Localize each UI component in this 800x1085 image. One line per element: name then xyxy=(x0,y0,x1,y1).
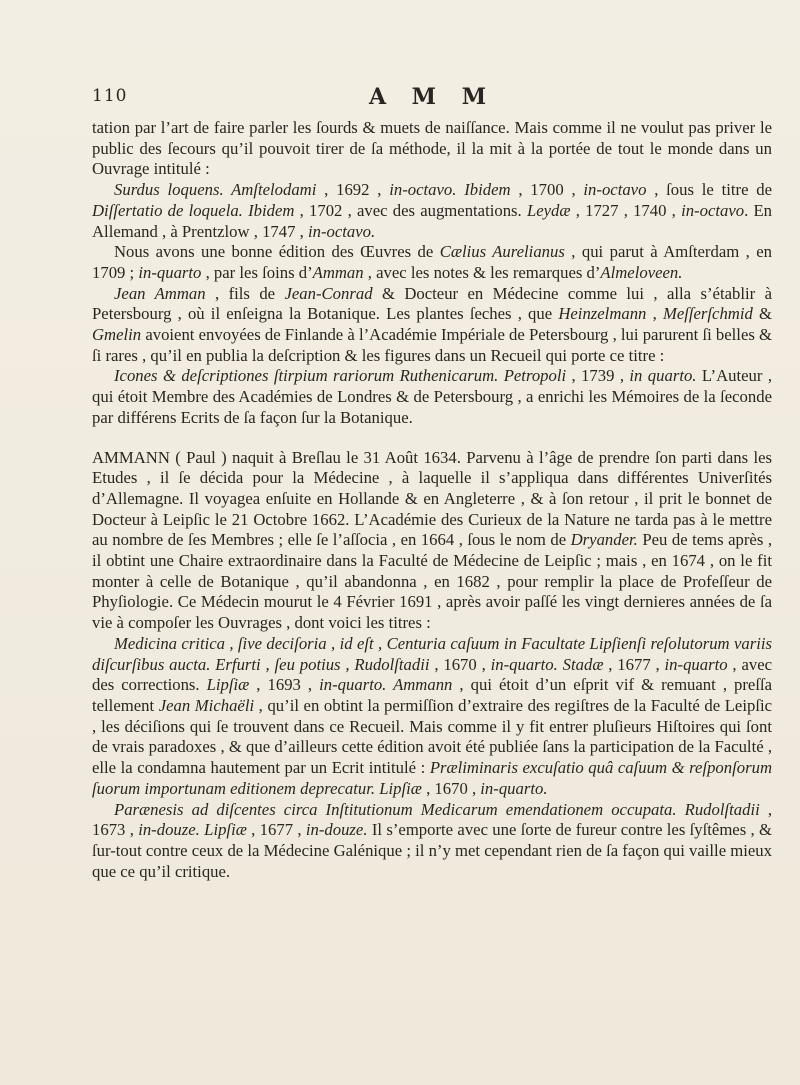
text-run: , ſous le titre de xyxy=(646,180,773,200)
text-run: , qu’il en obtint la permiſſion d’extraire des regiſtres de la Faculté de Leipſic , les déciſions qui ſe trouvent dans ce Recueil. Mais comme il y fit entrer pluſieurs Hiſtoires qui ſont de vrais paradoxes , & que d’ailleurs cette édition avoit été publiée ſans la participation de la Faculté , elle la condamna hautement par un Ecrit intitulé : xyxy=(92,695,772,778)
text-run: . En Allemand , à Prentzlow , 1747 , xyxy=(92,200,773,241)
text-run: , 1727 , 1740 , xyxy=(570,200,682,220)
italic-text-run: in-douze. Lipſiæ xyxy=(138,820,247,840)
italic-text-run: Jean Amman xyxy=(114,283,206,303)
italic-text-run: in-douze. xyxy=(305,820,368,840)
italic-text-run: in-octavo xyxy=(681,200,745,220)
text-run: , 1739 , xyxy=(566,366,630,386)
paragraph xyxy=(92,800,772,883)
text-run: , 1677 , xyxy=(246,820,306,840)
text-run: , qui étoit d’un eſprit vif & remuant , preſſa tellement xyxy=(92,675,773,715)
italic-text-run: in-octavo xyxy=(583,180,647,200)
italic-text-run: Jean Michaëli xyxy=(158,695,255,715)
text-run: , 1693 , xyxy=(249,675,320,695)
text-run: avoient envoyées de Finlande à l’Académie Impériale de Petersbourg , lui parurent ſi belles & ſi rares , qu’il en publia la deſcription & les figures dans un Recueil qui porte ce titre : xyxy=(92,325,772,365)
text-run: Peu de tems après , il obtint une Chaire extraordinaire dans la Faculté de Médecine de Leipſic ; mais , en 1674 , on le fit monter à celle de Botanique , qu’il abandonna , en 1682 , pour remplir la place de Profeſſeur de Phyſiologie. Ce Médecin mourut le 4 Février 1691 , après avoir paſſé les vingt dernieres années de ſa vie à compoſer les Ouvrages , dont voici les titres : xyxy=(92,530,772,633)
text-run: & xyxy=(752,304,773,324)
italic-text-run: Amman xyxy=(312,262,364,282)
italic-text-run: Icones & deſcriptiones ſtirpium rariorum Ruthenicarum. Petropoli xyxy=(114,366,567,386)
page-number: 110 xyxy=(92,86,128,106)
text-run: , avec les notes & les remarques d’ xyxy=(363,262,601,282)
italic-text-run: Cælius Aurelianus xyxy=(439,242,565,262)
italic-text-run: in-quarto. Stadæ xyxy=(490,654,604,674)
italic-text-run: Gmelin xyxy=(92,325,142,345)
text-run: , xyxy=(646,304,663,324)
italic-text-run: Surdus loquens. Amſtelodami xyxy=(114,180,317,200)
text-run: Nous avons une bonne édition des Œuvres de xyxy=(114,242,440,262)
page-header xyxy=(92,84,772,114)
text-run: tation par l’art de faire parler les ſourds & muets de naiſſance. Mais comme il ne voulut pas priver le public des ſecours qu’il pouvoit tirer de ſa méthode, il la mit à la portée de tout le monde dans un Ouvrage intitulé : xyxy=(92,118,772,179)
text-run: , 1700 , xyxy=(510,180,584,200)
italic-text-run: in-quarto. xyxy=(480,778,548,798)
paragraph xyxy=(92,180,772,242)
italic-text-run: Lipſiæ xyxy=(206,675,250,695)
italic-text-run: Meſſerſchmid xyxy=(662,304,753,324)
italic-text-run: in-octavo. xyxy=(307,221,376,241)
text-run: , 1670 , xyxy=(429,654,491,674)
running-head: A M M xyxy=(368,84,496,110)
text-run: , par les ſoins d’ xyxy=(201,262,313,282)
text-run: Il s’emporte avec une ſorte de fureur contre les ſyſtêmes , & ſur-tout contre ceux de la Médecine Galénique ; il n’y met cependant rien de ſa façon qui vaille mieux que ce qu’il critique. xyxy=(92,820,773,881)
italic-text-run: in-octavo. Ibidem xyxy=(389,180,511,200)
paragraph xyxy=(92,118,772,180)
paragraph xyxy=(92,634,772,800)
italic-text-run: in-quarto. Ammann xyxy=(319,675,453,695)
text-run: , 1673 , xyxy=(92,799,772,840)
text-run: & Docteur en Médecine comme lui , alla s’établir à Petersbourg , où il enſeigna la Botanique. Les plantes ſeches , que xyxy=(92,283,772,324)
italic-text-run: Præliminaris excuſatio quâ caſuum & reſponſorum ſuorum importunam editionem deprecatur. Lipſiæ xyxy=(92,758,772,798)
paragraph xyxy=(92,242,772,283)
text-run: , 1692 , xyxy=(316,180,390,200)
italic-text-run: Diſſertatio de loquela. Ibidem xyxy=(92,200,295,220)
text-run: , qui parut à Amſterdam , en 1709 ; xyxy=(92,242,772,282)
italic-text-run: Jean-Conrad xyxy=(284,283,373,303)
text-run: , 1702 , avec des augmentations. xyxy=(294,200,527,220)
paragraph xyxy=(92,366,772,428)
italic-text-run: in-quarto xyxy=(664,654,728,674)
text-run: , 1677 , xyxy=(603,654,665,674)
entry-paragraph xyxy=(92,448,772,634)
italic-text-run: Dryander. xyxy=(570,530,638,550)
italic-text-run: in quarto. xyxy=(629,366,697,386)
italic-text-run: Parænesis ad diſcentes circa Inſtitutionum Medicarum emendationem occupata. Rudolſtadii xyxy=(114,799,760,819)
italic-text-run: Heinzelmann xyxy=(558,304,647,324)
italic-text-run: in-quarto xyxy=(138,262,202,282)
page-body xyxy=(92,118,772,882)
italic-text-run: Almeloveen. xyxy=(600,262,683,282)
italic-text-run: Leydæ xyxy=(526,200,571,220)
text-run: AMMANN ( Paul ) naquit à Breſlau le 31 Août 1634. Parvenu à l’âge de prendre ſon parti dans les Etudes , il ſe décida pour la Médecine , à laquelle il s’appliqua dans différentes Univerſités d’Allemagne. Il voyagea enſuite en Hollande & en Angleterre , & à ſon retour , il prit le bonnet de Docteur à Leipſic le 21 Octobre 1662. L’Académie des Curieux de la Nature ne tarda pas à le mettre au nombre de ſes Membres ; elle ſe l’aſſocia , en 1664 , ſous le nom de xyxy=(92,447,772,550)
text-run: , fils de xyxy=(205,283,285,303)
text-run: L’Auteur , qui étoit Membre des Académies de Londres & de Petersbourg , a enrichi les Mémoires de la ſeconde par différens Ecrits de ſa façon ſur la Botanique. xyxy=(92,366,772,427)
text-run: , 1670 , xyxy=(421,778,481,798)
text-run: , avec des corrections. xyxy=(92,654,773,695)
italic-text-run: Medicina critica , ſive deciſoria , id eſt , Centuria caſuum in Facultate Lipſienſi reſolutorum variis diſcurſibus aucta. Erfurti , ſeu potius , Rudolſtadii xyxy=(92,633,772,674)
paragraph xyxy=(92,284,772,367)
